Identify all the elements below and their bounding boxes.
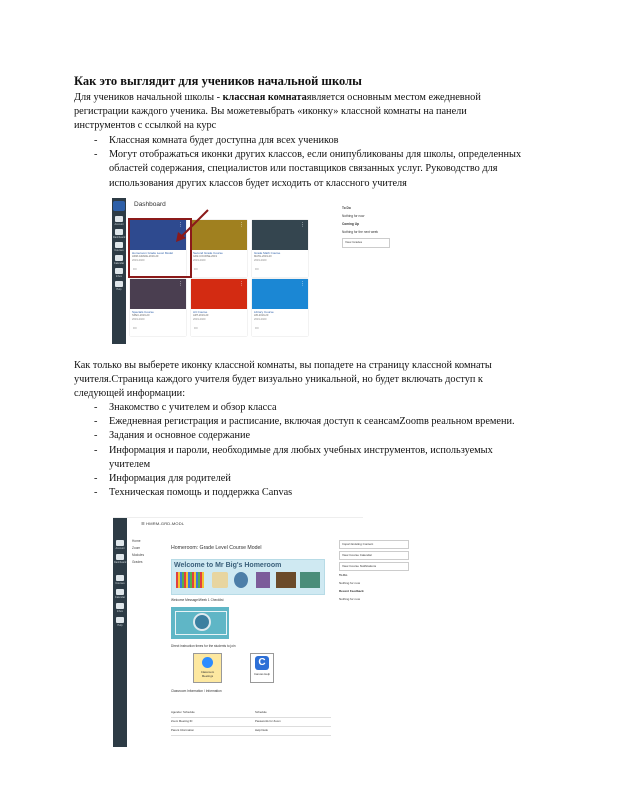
rail-label-dashboard: Dashboard <box>114 561 127 564</box>
intro2-line-1: Как только вы выберете иконку классной комнаты, вы попадете на страницу классной комнаты <box>74 360 492 371</box>
rail-label-calendar: Calendar <box>114 596 126 599</box>
card-announcement-icon: ▭ <box>194 325 198 330</box>
section-heading: Как это выглядит для учеников начальной школы <box>74 74 362 88</box>
global-nav-rail <box>113 518 127 747</box>
bullet-item: - Задания и основное содержание <box>94 429 534 443</box>
zoom-meetings-button <box>193 653 222 683</box>
card-title: Specials Course <box>132 310 154 314</box>
intro-line1-rest: является основным местом ежедневной <box>306 92 481 103</box>
card-menu-icon: ⋮ <box>178 222 183 228</box>
card-title: Homeroom Grade Level Model <box>132 251 174 255</box>
rail-label-account: Account <box>114 223 124 226</box>
rail-label-inbox: Inbox <box>115 275 123 278</box>
dashboard-icon <box>116 554 124 560</box>
card-term: 2019-2020 <box>254 258 267 262</box>
card-announcement-icon: ▭ <box>133 266 137 271</box>
canvas-logo-icon <box>113 201 125 211</box>
table-cell: Parent Information <box>171 728 195 732</box>
calendar-icon <box>116 589 124 595</box>
side-todo: To Do <box>342 206 351 210</box>
rail-label-dashboard: Dashboard <box>113 236 126 239</box>
card-code: ART-2019-20 <box>193 314 209 317</box>
courses-icon <box>116 575 124 581</box>
account-icon <box>116 540 124 546</box>
table-row <box>171 727 331 736</box>
dashboard-title: Dashboard <box>134 201 166 208</box>
card-code: LIB-2019-20 <box>254 314 269 317</box>
intro2-line-3: следующей информации: <box>74 388 186 400</box>
intro-bold: классная комната <box>222 92 307 103</box>
course-nav-item: Home <box>132 539 141 543</box>
card-code: SPEC-2019-20 <box>132 314 150 317</box>
teacher-avatar-icon <box>193 613 211 631</box>
account-icon <box>115 216 123 222</box>
rail-label-calendar: Calendar <box>113 262 125 265</box>
card-term: 2019-2020 <box>193 317 206 321</box>
globe-icon <box>234 572 248 588</box>
course-card <box>252 279 308 336</box>
bullet-item: - Знакомство с учителем и обзор класса <box>94 401 534 415</box>
card-title: Art Course <box>193 310 208 314</box>
card-menu-icon: ⋮ <box>178 281 183 287</box>
intro-paragraph-1 <box>74 91 544 134</box>
sidebar-feedback-empty: Nothing for now <box>339 597 361 601</box>
calculator-icon <box>300 572 320 588</box>
course-nav-item: Zoom <box>132 546 141 550</box>
help-icon <box>116 617 124 623</box>
dashboard-icon <box>115 229 123 235</box>
rail-label-help: Help <box>116 288 122 291</box>
sidebar-feedback: Recent Feedback <box>339 589 364 593</box>
table-cell: Agenda / Schedule <box>171 710 195 714</box>
intro-line-2: регистрации каждого ученика. Вы можетевыбрать «иконку» классной комнаты на панели <box>74 106 467 118</box>
card-menu-icon: ⋮ <box>239 222 244 228</box>
calendar-icon <box>115 255 123 261</box>
card-announcement-icon: ▭ <box>255 266 259 271</box>
card-title: Second Grade Course <box>193 251 223 255</box>
card-announcement-icon: ▭ <box>133 325 137 330</box>
pencils-icon <box>176 572 204 588</box>
sidebar-todo-empty: Nothing for now <box>339 581 361 585</box>
welcome-message: Welcome Message/Week 1 Checklist <box>171 598 224 602</box>
side-coming-empty: Nothing for the next week <box>342 230 379 234</box>
zoom-caption: Direct instruction times for the students to join <box>171 644 236 648</box>
card-term: 2019-2020 <box>193 258 206 262</box>
card-menu-icon: ⋮ <box>300 222 305 228</box>
table-cell: Help Desk <box>255 728 268 732</box>
microscope-icon <box>256 572 270 588</box>
inbox-icon <box>115 268 123 274</box>
section2-bullets <box>94 401 534 500</box>
zoom-camera-icon <box>202 657 213 668</box>
card-term: 2019-2020 <box>132 317 145 321</box>
intro-prefix: Для учеников начальной школы - <box>74 92 223 103</box>
arrow-icon <box>172 208 212 244</box>
canvas-c-icon: C <box>255 656 269 670</box>
inbox-icon <box>116 603 124 609</box>
section1-bullets <box>94 134 534 191</box>
course-nav-item: Grades <box>132 560 143 564</box>
dashboard-screenshot <box>112 198 402 344</box>
card-code: HRM-GRADE-2019-20 <box>132 255 159 258</box>
sidebar-button: View Course Notifications <box>339 562 409 571</box>
courses-icon <box>115 242 123 248</box>
bullet-item: - Классная комната будет доступна для всех учеников <box>94 134 534 148</box>
side-todo-empty: Nothing for now <box>342 214 365 218</box>
canvas-help-button <box>250 653 274 683</box>
info-table <box>171 709 331 736</box>
bullet-item: - Техническая помощь и поддержка Canvas <box>94 486 534 500</box>
dashboard-sidebar <box>342 206 402 248</box>
breadcrumb: ☰ HMRM-GRD-MODL <box>141 521 185 526</box>
bullet-item: - Информация для родителей <box>94 472 534 486</box>
zoom-button-label: Classroom Meetings <box>200 670 215 678</box>
card-code: MATH-2019-20 <box>254 255 272 258</box>
table-row <box>171 709 331 718</box>
view-grades-button: View Grades <box>342 238 390 248</box>
rail-label-help: Help <box>117 624 123 627</box>
card-code: GR2-COURSE-2019 <box>193 255 217 258</box>
course-page-title: Homeroom: Grade Level Course Model <box>171 545 262 551</box>
table-cell: Passwords for Zoom <box>255 719 281 723</box>
table-title: Classroom Information / Information <box>171 689 222 693</box>
card-title: Library Course <box>254 310 274 314</box>
rail-label-courses: Courses <box>115 582 125 585</box>
easel-icon <box>276 572 296 588</box>
bullet-item: - Ежедневная регистрация и расписание, включая доступ к сеансамZoomв реальном времени. <box>94 415 534 429</box>
card-menu-icon: ⋮ <box>300 281 305 287</box>
bullet-item: - Могут отображаться иконки других классов, если онипубликованы для школы, определенных областей содержания, специалистов или поставщиков связанных услуг. Руководство для использования других классов будет исходить от классного учителя <box>94 148 534 191</box>
sidebar-button: Import Existing Content <box>339 540 409 549</box>
card-term: 2019-2020 <box>132 258 145 262</box>
bullet-item: - Информация и пароли, необходимые для любых учебных инструментов, используемых учителем <box>94 444 534 472</box>
intro-paragraph-2 <box>74 359 544 402</box>
card-term: 2019-2020 <box>254 317 267 321</box>
books-icon <box>212 572 228 588</box>
homeroom-banner <box>171 559 325 595</box>
course-nav <box>132 538 144 566</box>
sidebar-todo: To Do <box>339 573 348 577</box>
sidebar-button: View Course Calendar <box>339 551 409 560</box>
intro-line-3: инструментов с ссылкой на курс <box>74 120 217 132</box>
teacher-video-image <box>171 607 229 639</box>
rail-label-courses: Courses <box>114 249 124 252</box>
homeroom-screenshot <box>113 517 377 747</box>
canvas-button-label: Canvas Help <box>253 672 270 676</box>
intro2-line-2: учителя.Страница каждого учителя будет визуально уникальной, но будет включать доступ к <box>74 374 483 386</box>
global-nav-rail <box>112 198 126 344</box>
card-announcement-icon: ▭ <box>255 325 259 330</box>
card-menu-icon: ⋮ <box>239 281 244 287</box>
table-cell: Schedule <box>255 710 267 714</box>
card-title: Grade Math Course <box>254 251 281 255</box>
rail-label-inbox: Inbox <box>116 610 124 613</box>
course-card <box>130 279 186 336</box>
course-sidebar <box>339 540 409 605</box>
side-coming-up: Coming Up <box>342 222 359 226</box>
course-card <box>252 220 308 277</box>
rail-label-account: Account <box>115 547 125 550</box>
breadcrumb-text: HMRM-GRD-MODL <box>146 521 185 526</box>
table-row <box>171 718 331 727</box>
banner-text: Welcome to Mr Big's Homeroom <box>174 562 282 569</box>
table-cell: Zoom Meeting ID <box>171 719 193 723</box>
intro-line-1 <box>74 91 544 105</box>
course-card <box>191 279 247 336</box>
card-announcement-icon: ▭ <box>194 266 198 271</box>
course-nav-item: Modules <box>132 553 145 557</box>
help-icon <box>115 281 123 287</box>
